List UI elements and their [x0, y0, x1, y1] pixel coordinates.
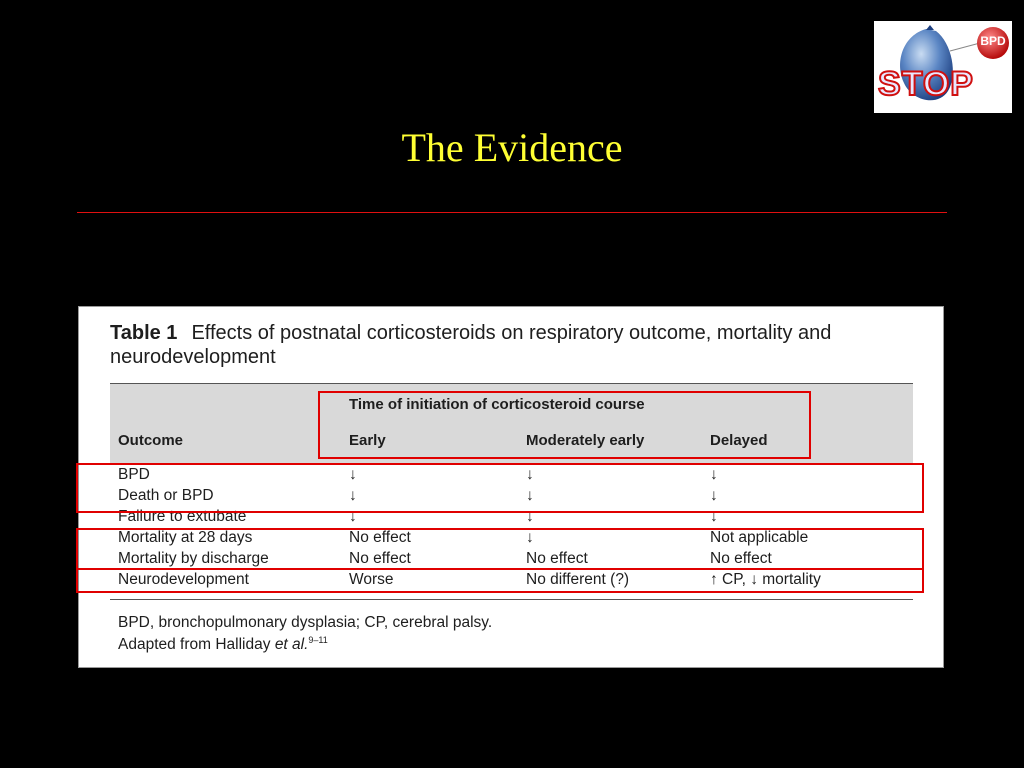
cell-outcome: Death or BPD	[118, 487, 214, 504]
cell-delayed: ↓	[710, 508, 718, 525]
table-row	[110, 464, 913, 485]
table-row	[110, 527, 913, 548]
cell-early: Worse	[349, 571, 394, 588]
cell-early: ↓	[349, 487, 357, 504]
cell-delayed: ↑ CP, ↓ mortality	[710, 571, 821, 588]
cell-delayed: No effect	[710, 550, 772, 567]
slide-title: The Evidence	[401, 125, 623, 170]
cell-outcome: BPD	[118, 466, 150, 483]
footnote-source-ref: 9–11	[308, 635, 328, 645]
table-footnote-source	[118, 635, 328, 654]
cell-outcome: Neurodevelopment	[118, 571, 249, 588]
cell-delayed: ↓	[710, 466, 718, 483]
table-footnote-abbreviations: BPD, bronchopulmonary dysplasia; CP, cerebral palsy.	[118, 614, 493, 631]
table-caption-label: Table 1	[110, 322, 178, 344]
cell-moderately-early: No effect	[526, 550, 588, 567]
cell-moderately-early: ↓	[526, 529, 534, 546]
table-caption-text: Effects of postnatal corticosteroids on respiratory outcome, mortality and neurodevelopment	[110, 322, 832, 368]
stop-bpd-logo	[874, 21, 1012, 113]
cell-moderately-early: ↓	[526, 487, 534, 504]
logo-main-text: STOP	[878, 65, 974, 103]
logo-badge-text: BPD	[980, 34, 1006, 48]
table-caption	[110, 321, 920, 369]
cell-early: No effect	[349, 529, 411, 546]
title-divider	[77, 212, 947, 213]
column-header-outcome: Outcome	[118, 432, 184, 449]
column-header-early: Early	[349, 432, 386, 449]
cell-early: ↓	[349, 466, 357, 483]
table-row	[110, 569, 913, 590]
cell-early: No effect	[349, 550, 411, 567]
column-header-moderately-early: Moderately early	[526, 432, 645, 449]
table-row	[110, 485, 913, 506]
table-row	[110, 548, 913, 569]
cell-early: ↓	[349, 508, 357, 525]
table-row	[110, 506, 913, 527]
table-bottom-rule	[110, 599, 913, 600]
footnote-source-italic: et al.	[274, 636, 309, 654]
cell-moderately-early: No different (?)	[526, 571, 630, 588]
table-body	[110, 463, 913, 599]
evidence-table-figure	[78, 306, 944, 668]
group-header: Time of initiation of corticosteroid course	[349, 396, 645, 413]
cell-outcome: Failure to extubate	[118, 508, 247, 525]
cell-outcome: Mortality by discharge	[118, 550, 269, 567]
column-header-delayed: Delayed	[710, 432, 768, 449]
cell-delayed: Not applicable	[710, 529, 809, 546]
cell-delayed: ↓	[710, 487, 718, 504]
cell-moderately-early: ↓	[526, 466, 534, 483]
footnote-source-text: Adapted from Halliday	[118, 636, 275, 654]
table-header	[110, 383, 913, 464]
cell-moderately-early: ↓	[526, 508, 534, 525]
cell-outcome: Mortality at 28 days	[118, 529, 253, 546]
